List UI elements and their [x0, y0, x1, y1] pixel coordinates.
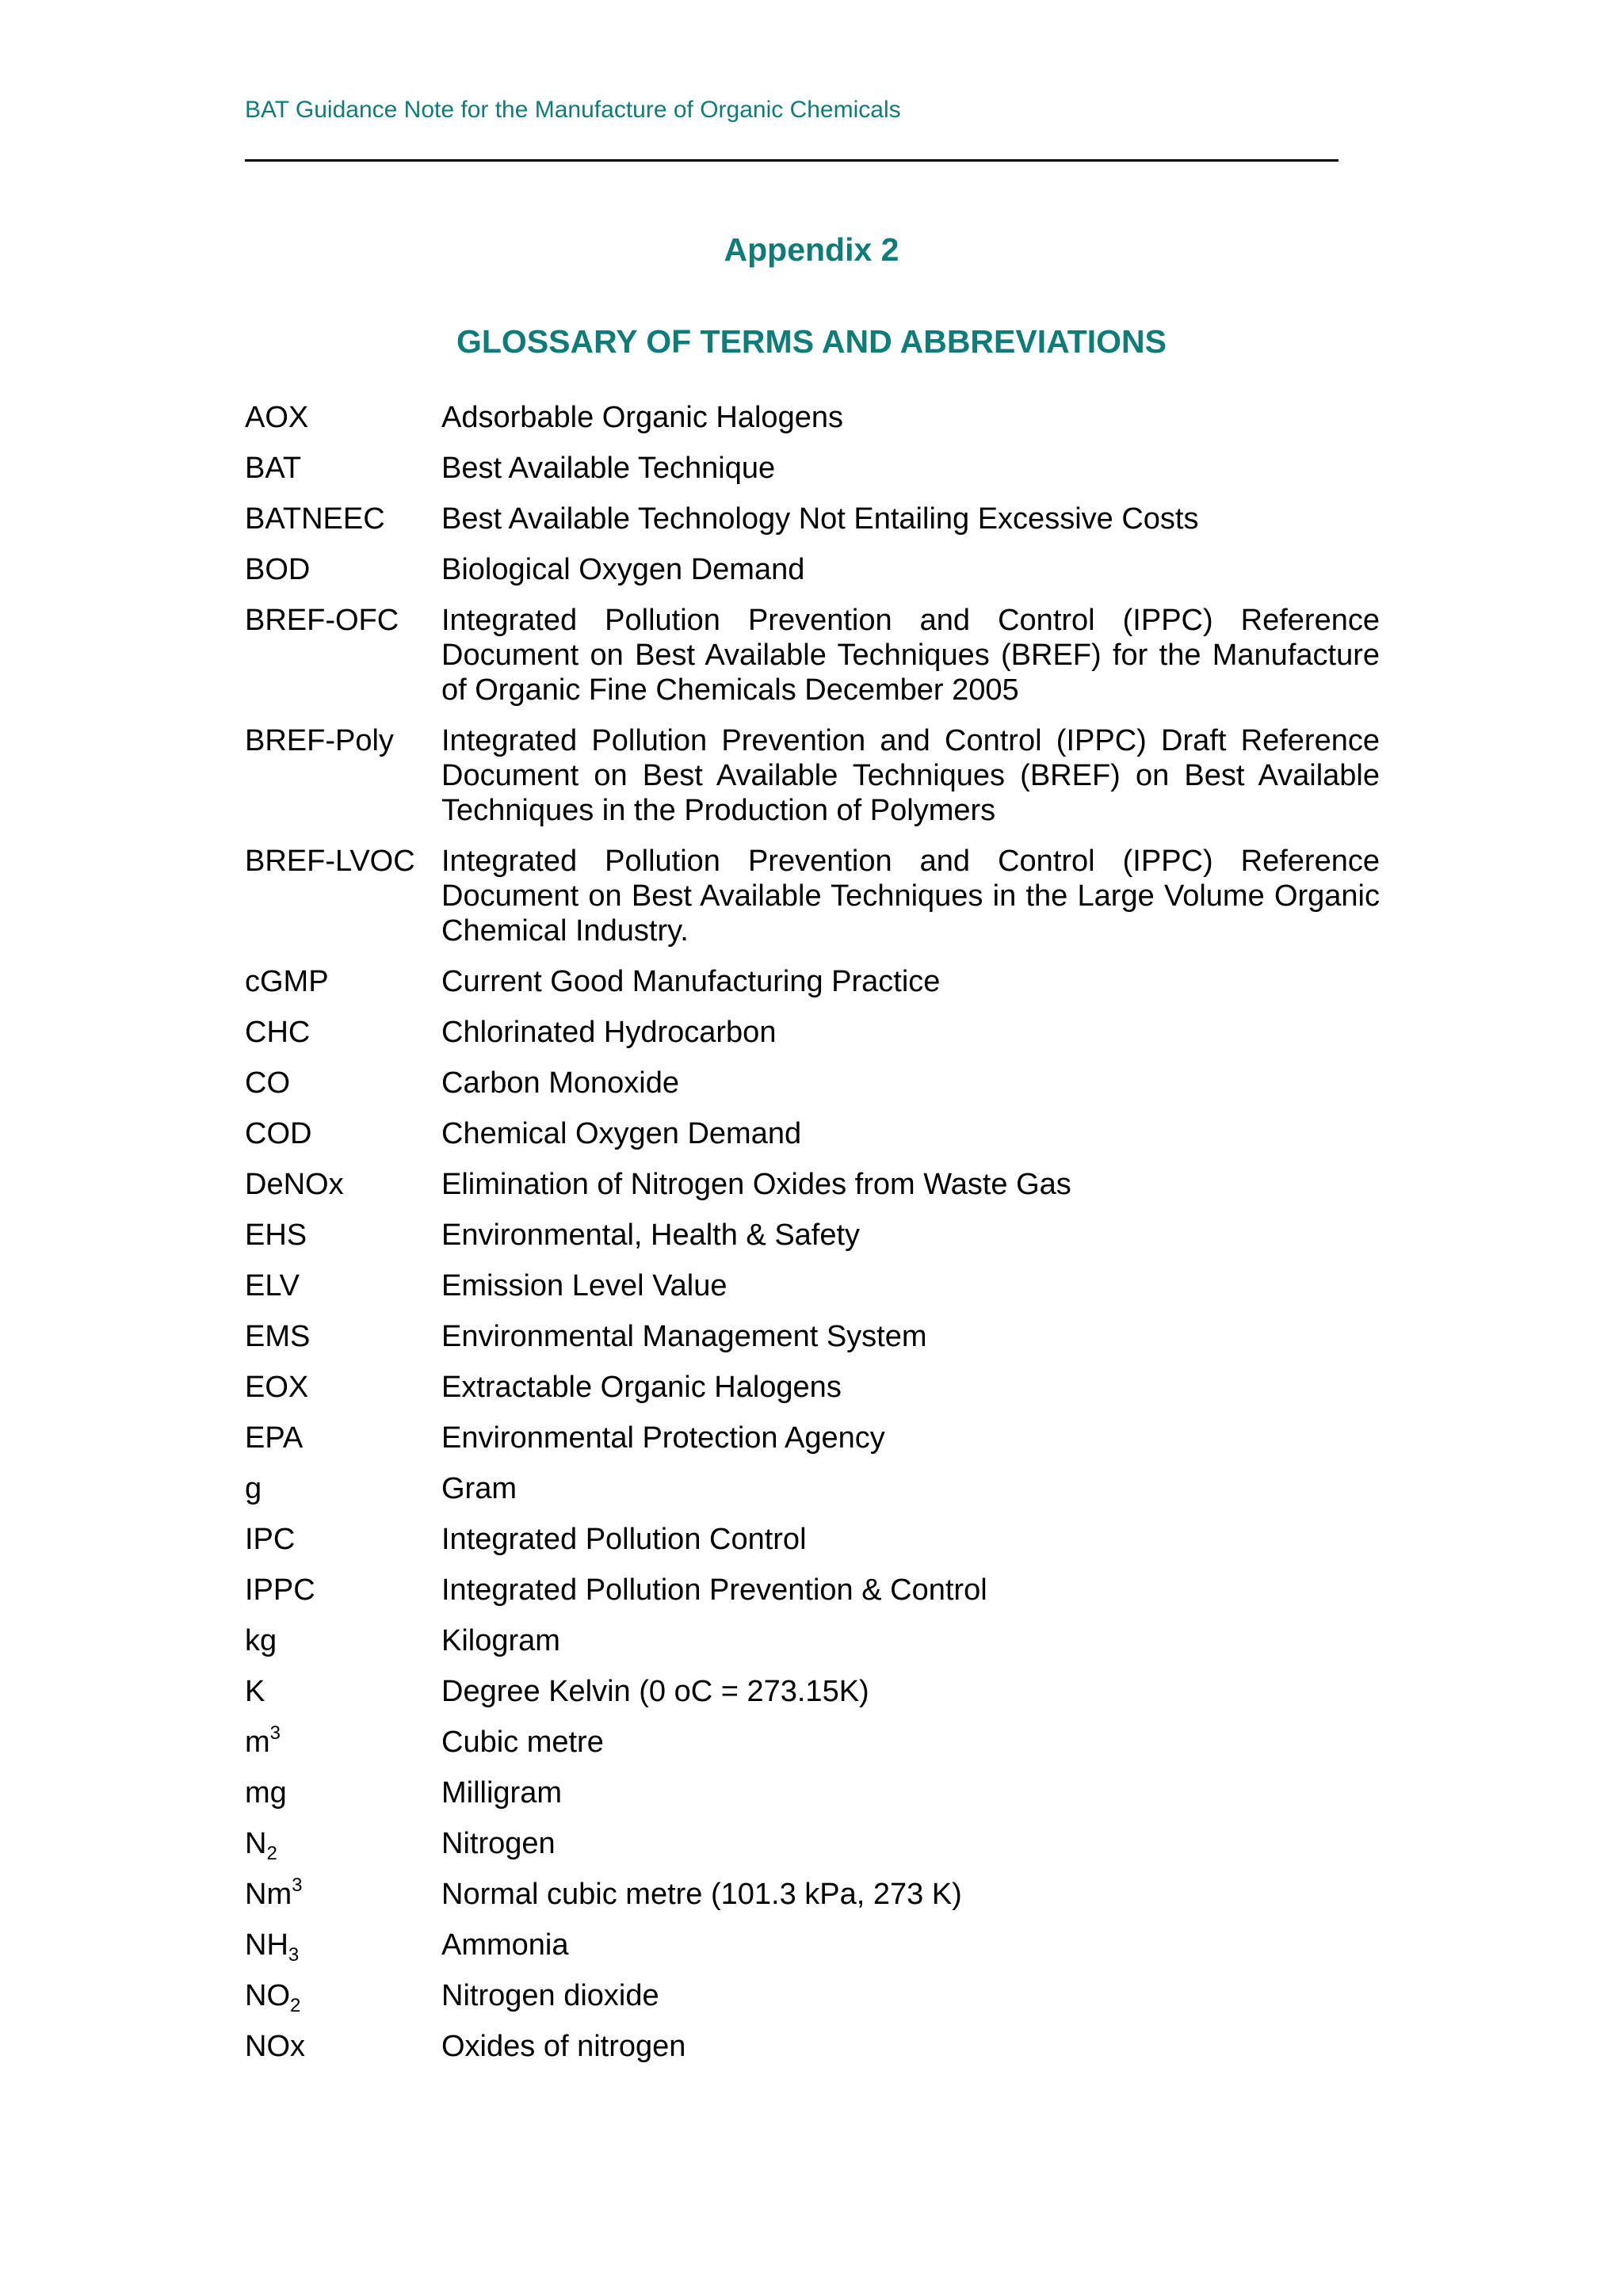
glossary-definition: Degree Kelvin (0 oC = 273.15K) [441, 1675, 869, 1708]
glossary-definition: Integrated Pollution Prevention & Control [441, 1573, 987, 1607]
glossary-entry [245, 1319, 1380, 1354]
glossary-entry [245, 2029, 1380, 2064]
term-subscript: 3 [288, 1944, 300, 1966]
glossary-term [245, 1421, 441, 1455]
glossary-entry [245, 400, 1380, 435]
glossary-list [245, 400, 1380, 2080]
glossary-entry [245, 1674, 1380, 1709]
glossary-entry [245, 1775, 1380, 1810]
glossary-definition: Carbon Monoxide [441, 1066, 679, 1100]
glossary-term [245, 1573, 441, 1608]
glossary-entry [245, 1826, 1380, 1864]
header-divider [245, 159, 1338, 162]
glossary-term [245, 1268, 441, 1303]
glossary-entry [245, 1928, 1380, 1966]
term-subscript: 2 [290, 1995, 301, 2016]
glossary-definition: Chlorinated Hydrocarbon [441, 1016, 777, 1049]
glossary-term [245, 1877, 441, 1912]
glossary-definition: Cubic metre [441, 1726, 604, 1759]
term-subscript: 2 [266, 1843, 277, 1864]
glossary-entry [245, 1066, 1380, 1100]
glossary-definition: Milligram [441, 1776, 562, 1810]
term-text: mg [245, 1776, 287, 1810]
term-text: N [245, 1827, 267, 1860]
term-text: EOX [245, 1371, 309, 1404]
term-text: cGMP [245, 965, 329, 998]
glossary-entry [245, 502, 1380, 536]
glossary-term [245, 1978, 441, 2016]
glossary-entry [245, 1268, 1380, 1303]
glossary-definition: Nitrogen dioxide [441, 1979, 659, 2012]
glossary-term [245, 1826, 441, 1864]
glossary-definition: Integrated Pollution Prevention and Control (IPPC) Draft Reference Document on Best Available Techniques (BREF) on Best Available Techniques in the Production of Polymers [441, 724, 1380, 827]
term-text: BREF-Poly [245, 724, 394, 757]
appendix-label: Appendix 2 [724, 231, 899, 268]
glossary-entry [245, 1877, 1380, 1912]
glossary-definition: Normal cubic metre (101.3 kPa, 273 K) [441, 1878, 962, 1911]
glossary-definition: Best Available Technology Not Entailing Excessive Costs [441, 502, 1199, 536]
glossary-entry [245, 844, 1380, 948]
glossary-term [245, 1623, 441, 1658]
glossary-term [245, 1674, 441, 1709]
glossary-term [245, 1167, 441, 1202]
glossary-term [245, 1928, 441, 1966]
term-text: Nm [245, 1878, 292, 1911]
glossary-definition: Chemical Oxygen Demand [441, 1117, 802, 1150]
term-text: BATNEEC [245, 502, 385, 536]
glossary-definition: Adsorbable Organic Halogens [441, 401, 843, 434]
term-superscript: 3 [292, 1875, 303, 1896]
glossary-definition: Extractable Organic Halogens [441, 1371, 842, 1404]
term-text: kg [245, 1624, 277, 1657]
term-text: K [245, 1675, 265, 1708]
glossary-term [245, 964, 441, 999]
glossary-definition: Integrated Pollution Prevention and Control (IPPC) Reference Document on Best Available Techniques in the Large Volume Organic Chemical Industry. [441, 845, 1380, 948]
glossary-definition: Environmental Management System [441, 1320, 927, 1353]
glossary-entry [245, 1978, 1380, 2016]
glossary-entry [245, 1471, 1380, 1506]
glossary-term [245, 2029, 441, 2064]
term-text: AOX [245, 401, 309, 434]
term-text: BAT [245, 452, 302, 485]
glossary-entry [245, 1167, 1380, 1202]
glossary-entry [245, 1116, 1380, 1151]
glossary-term [245, 1116, 441, 1151]
term-text: m [245, 1726, 270, 1759]
running-header: BAT Guidance Note for the Manufacture of Organic Chemicals [245, 97, 901, 123]
glossary-term [245, 552, 441, 587]
glossary-entry [245, 1015, 1380, 1050]
glossary-entry [245, 451, 1380, 486]
glossary-term [245, 1370, 441, 1405]
glossary-term [245, 723, 441, 758]
glossary-definition: Gram [441, 1472, 517, 1505]
term-text: g [245, 1472, 262, 1505]
term-text: CHC [245, 1016, 311, 1049]
glossary-entry [245, 964, 1380, 999]
glossary-entry [245, 1218, 1380, 1253]
glossary-entry [245, 603, 1380, 707]
glossary-term [245, 1522, 441, 1557]
glossary-definition: Best Available Technique [441, 452, 776, 485]
glossary-entry [245, 1370, 1380, 1405]
term-text: BREF-OFC [245, 604, 399, 637]
glossary-term [245, 451, 441, 486]
glossary-entry [245, 1573, 1380, 1608]
glossary-term [245, 603, 441, 638]
glossary-term [245, 1722, 441, 1760]
term-text: NOx [245, 2030, 305, 2063]
glossary-entry [245, 1722, 1380, 1760]
glossary-definition: Oxides of nitrogen [441, 2030, 686, 2063]
glossary-term [245, 1471, 441, 1506]
glossary-term [245, 1066, 441, 1100]
term-superscript: 3 [269, 1722, 281, 1744]
term-text: CO [245, 1066, 290, 1100]
term-text: NH [245, 1928, 288, 1962]
glossary-definition: Biological Oxygen Demand [441, 553, 805, 586]
glossary-definition: Kilogram [441, 1624, 560, 1657]
glossary-term [245, 1319, 441, 1354]
glossary-term [245, 400, 441, 435]
glossary-term [245, 1775, 441, 1810]
glossary-term [245, 1015, 441, 1050]
glossary-definition: Emission Level Value [441, 1269, 727, 1302]
glossary-definition: Environmental, Health & Safety [441, 1219, 861, 1252]
glossary-definition: Elimination of Nitrogen Oxides from Waste Gas [441, 1168, 1071, 1201]
glossary-title: GLOSSARY OF TERMS AND ABBREVIATIONS [456, 323, 1167, 360]
term-text: IPPC [245, 1573, 315, 1607]
glossary-definition: Integrated Pollution Control [441, 1523, 807, 1556]
glossary-definition: Nitrogen [441, 1827, 556, 1860]
glossary-entry [245, 1623, 1380, 1658]
glossary-definition: Environmental Protection Agency [441, 1421, 885, 1455]
glossary-entry [245, 1522, 1380, 1557]
glossary-term [245, 1218, 441, 1253]
glossary-entry [245, 1421, 1380, 1455]
term-text: EHS [245, 1219, 307, 1252]
glossary-term [245, 502, 441, 536]
glossary-definition: Ammonia [441, 1928, 569, 1962]
glossary-definition: Integrated Pollution Prevention and Control (IPPC) Reference Document on Best Available Techniques (BREF) for the Manufacture of Organic Fine Chemicals December 2005 [441, 604, 1380, 707]
glossary-entry [245, 552, 1380, 587]
term-text: BREF-LVOC [245, 845, 415, 878]
term-text: EMS [245, 1320, 311, 1353]
glossary-term [245, 844, 441, 879]
glossary-definition: Current Good Manufacturing Practice [441, 965, 941, 998]
term-text: COD [245, 1117, 312, 1150]
term-text: EPA [245, 1421, 304, 1455]
term-text: IPC [245, 1523, 296, 1556]
term-text: NO [245, 1979, 290, 2012]
glossary-entry [245, 723, 1380, 828]
term-text: DeNOx [245, 1168, 344, 1201]
term-text: BOD [245, 553, 311, 586]
term-text: ELV [245, 1269, 300, 1302]
